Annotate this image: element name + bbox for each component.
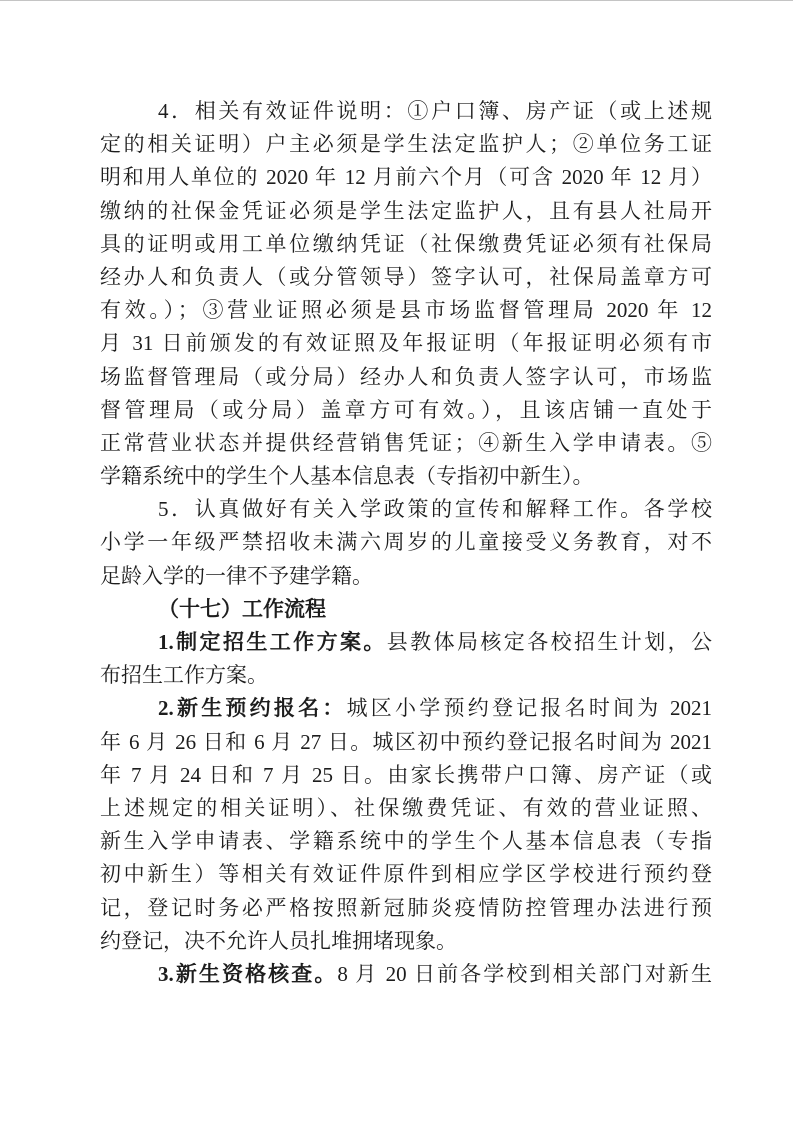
text-run: 场监督管理局（或分局）经办人和负责人签字认可，市场监 — [100, 364, 712, 389]
text-line — [100, 361, 712, 394]
bold-text-run: （十七）工作流程 — [158, 596, 326, 621]
bold-text-run: 3.新生资格核查。 — [158, 961, 338, 986]
text-run: 定的相关证明）户主必须是学生法定监护人；②单位务工证 — [100, 132, 712, 157]
text-line — [100, 228, 712, 261]
text-run: 正常营业状态并提供经营销售凭证；④新生入学申请表。⑤ — [100, 430, 712, 455]
text-line — [100, 659, 712, 692]
text-run: 上述规定的相关证明）、社保缴费凭证、有效的营业证照、 — [100, 795, 712, 820]
text-run: 具的证明或用工单位缴纳凭证（社保缴费凭证必须有社保局 — [100, 231, 712, 256]
text-line — [100, 792, 712, 825]
text-line — [100, 195, 712, 228]
text-run: 年 6 月 26 日和 6 月 27 日。城区初中预约登记报名时间为 2021 — [100, 729, 712, 754]
text-run: 布招生工作方案。 — [100, 663, 268, 688]
text-line — [100, 261, 712, 294]
text-run: 5．认真做好有关入学政策的宣传和解释工作。各学校 — [158, 497, 712, 522]
text-line — [100, 394, 712, 427]
text-run: 8 月 20 日前各学校到相关部门对新生 — [337, 961, 712, 986]
text-run: 足龄入学的一律不予建学籍。 — [100, 563, 373, 588]
text-line — [100, 526, 712, 559]
text-run: 学籍系统中的学生个人基本信息表（专指初中新生）。 — [100, 464, 594, 489]
text-line — [100, 460, 712, 493]
text-line — [100, 327, 712, 360]
text-line — [100, 95, 712, 128]
text-run: 缴纳的社保金凭证必须是学生法定监护人，且有县人社局开 — [100, 198, 712, 223]
text-line — [100, 128, 712, 161]
text-line — [100, 427, 712, 460]
text-run: 月 31 日前颁发的有效证照及年报证明（年报证明必须有市 — [100, 331, 712, 356]
text-line — [100, 294, 712, 327]
text-run: 有效。）；③营业证照必须是县市场监督管理局 2020 年 12 — [100, 298, 712, 323]
bold-text-run: 2.新生预约报名： — [158, 696, 347, 721]
text-run: 小学一年级严禁招收未满六周岁的儿童接受义务教育，对不 — [100, 530, 712, 555]
text-line — [100, 825, 712, 858]
text-run: 记，登记时务必严格按照新冠肺炎疫情防控管理办法进行预 — [100, 895, 712, 920]
text-run: 县教体局核定各校招生计划，公 — [386, 630, 712, 654]
text-line — [100, 493, 712, 526]
text-line — [100, 925, 712, 958]
text-line — [100, 161, 712, 194]
text-run: 经办人和负责人（或分管领导）签字认可，社保局盖章方可 — [100, 264, 712, 289]
text-run: 新生入学申请表、学籍系统中的学生个人基本信息表（专指 — [100, 829, 712, 854]
text-run: 明和用人单位的 2020 年 12 月前六个月（可含 2020 年 12 月） — [100, 165, 712, 190]
text-line — [100, 593, 712, 626]
text-run: 年 7 月 24 日和 7 月 25 日。由家长携带户口簿、房产证（或 — [100, 762, 712, 787]
bold-text-run: 1.制定招生工作方案。 — [158, 630, 387, 654]
text-line — [100, 858, 712, 891]
text-line — [100, 958, 712, 991]
text-line — [100, 892, 712, 925]
text-line — [100, 560, 712, 593]
text-line — [100, 692, 712, 725]
text-run: 城区小学预约登记报名时间为 2021 — [346, 696, 712, 721]
document-body — [100, 95, 712, 991]
text-run: 4．相关有效证件说明：①户口簿、房产证（或上述规 — [158, 99, 712, 123]
text-run: 督管理局（或分局）盖章方可有效。），且该店铺一直处于 — [100, 397, 712, 422]
text-line — [100, 726, 712, 759]
text-run: 初中新生）等相关有效证件原件到相应学区学校进行预约登 — [100, 862, 712, 887]
text-line — [100, 759, 712, 792]
text-line — [100, 626, 712, 659]
text-run: 约登记，决不允许人员扎堆拥堵现象。 — [100, 928, 457, 953]
